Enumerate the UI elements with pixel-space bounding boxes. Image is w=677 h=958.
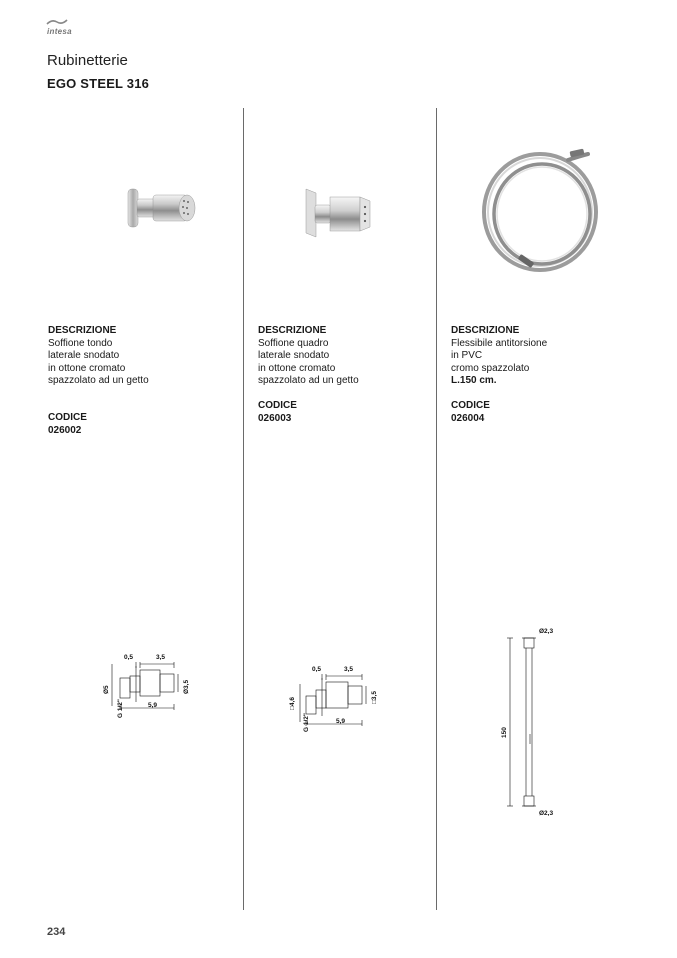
dimension-label: 0,5 xyxy=(312,666,322,673)
product-code-block-1 xyxy=(48,412,87,437)
description-label: DESCRIZIONE xyxy=(451,325,520,336)
product-code-block-3 xyxy=(451,400,490,425)
page-subtitle: EGO STEEL 316 xyxy=(47,76,150,91)
dimension-label: G 1/2" xyxy=(303,713,310,732)
dimension-label: □3,5 xyxy=(371,691,378,704)
code-label: CODICE xyxy=(258,400,297,411)
product-image-square-shower-head xyxy=(296,185,386,245)
page-title: Rubinetterie xyxy=(47,52,128,69)
description-line: Soffione tondo xyxy=(48,337,113,349)
description-label: DESCRIZIONE xyxy=(48,325,117,336)
wave-icon xyxy=(46,18,68,27)
dimension-label: 3,5 xyxy=(156,654,166,661)
product-code: 026002 xyxy=(48,424,82,436)
column-divider-2 xyxy=(436,108,437,910)
brand-logo xyxy=(46,18,106,38)
product-code: 026004 xyxy=(451,412,485,424)
product-image-round-shower-head xyxy=(120,180,210,240)
product-description-1 xyxy=(48,325,149,388)
description-label: DESCRIZIONE xyxy=(258,325,327,336)
product-description-3 xyxy=(451,325,547,388)
dimension-label: □4,6 xyxy=(289,697,296,710)
technical-drawing-2 xyxy=(286,660,386,732)
product-code: 026003 xyxy=(258,412,292,424)
dimension-label: G 1/2" xyxy=(117,699,124,718)
page-number: 234 xyxy=(47,926,66,938)
column-divider-1 xyxy=(243,108,244,910)
dimension-label: 150 xyxy=(501,727,508,738)
dimension-label: Ø2,3 xyxy=(539,810,554,817)
description-length: L.150 cm. xyxy=(451,375,497,387)
product-description-2 xyxy=(258,325,359,388)
dimension-label: Ø3,5 xyxy=(183,679,190,694)
dimension-label: Ø2,3 xyxy=(539,628,554,635)
description-line: in ottone cromato xyxy=(48,362,126,374)
technical-drawing-3 xyxy=(496,624,566,820)
description-line: in ottone cromato xyxy=(258,362,336,374)
dimension-label: 0,5 xyxy=(124,654,134,661)
dimension-label: 5,9 xyxy=(336,718,346,725)
description-line: Soffione quadro xyxy=(258,337,329,349)
technical-drawing-1 xyxy=(98,648,198,718)
description-line: in PVC xyxy=(451,350,483,362)
description-line: spazzolato ad un getto xyxy=(48,375,149,387)
product-code-block-2 xyxy=(258,400,297,425)
code-label: CODICE xyxy=(451,400,490,411)
description-line: Flessibile antitorsione xyxy=(451,337,548,349)
dimension-label: 3,5 xyxy=(344,666,354,673)
description-line: cromo spazzolato xyxy=(451,362,530,374)
product-image-flexible-hose xyxy=(470,140,610,290)
brand-name: intesa xyxy=(47,27,72,36)
description-line: spazzolato ad un getto xyxy=(258,375,359,387)
description-line: laterale snodato xyxy=(258,350,330,362)
dimension-label: 5,9 xyxy=(148,702,158,709)
description-line: laterale snodato xyxy=(48,350,120,362)
dimension-label: Ø5 xyxy=(103,685,110,694)
code-label: CODICE xyxy=(48,412,87,423)
